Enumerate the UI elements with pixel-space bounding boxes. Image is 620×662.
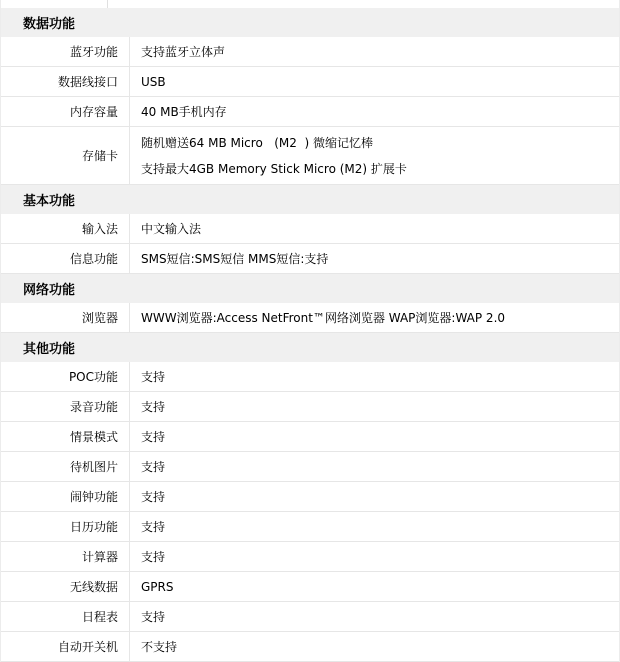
spec-label: 日程表 bbox=[1, 602, 130, 631]
spec-row-bluetooth bbox=[1, 37, 619, 67]
spec-value: 支持 bbox=[141, 370, 166, 384]
spec-row-auto-power bbox=[1, 632, 619, 662]
spec-row-recording bbox=[1, 392, 619, 422]
spec-value-line: 随机赠送64 MB Micro (M2 ) 微缩记忆棒 bbox=[141, 135, 374, 150]
spec-value-line: 支持最大4GB Memory Stick Micro (M2) 扩展卡 bbox=[141, 161, 407, 176]
top-partial-row bbox=[1, 0, 619, 8]
spec-row-browser bbox=[1, 303, 619, 333]
spec-row-data-cable bbox=[1, 67, 619, 97]
spec-row-alarm bbox=[1, 482, 619, 512]
spec-label: 存储卡 bbox=[1, 127, 130, 184]
spec-row-profiles bbox=[1, 422, 619, 452]
spec-label: 自动开关机 bbox=[1, 632, 130, 661]
spec-value: 中文输入法 bbox=[141, 222, 202, 236]
spec-value: SMS短信:SMS短信 MMS短信:支持 bbox=[141, 252, 329, 266]
spec-value: 支持 bbox=[141, 520, 166, 534]
spec-row-wireless-data bbox=[1, 572, 619, 602]
spec-label: 待机图片 bbox=[1, 452, 130, 481]
spec-value: 不支持 bbox=[141, 640, 178, 654]
spec-value: 支持 bbox=[141, 460, 166, 474]
spec-row-schedule bbox=[1, 602, 619, 632]
section-header-data-functions: 数据功能 bbox=[1, 8, 619, 37]
section-header-network-functions: 网络功能 bbox=[1, 274, 619, 303]
column-divider bbox=[107, 0, 108, 8]
spec-row-input-method bbox=[1, 214, 619, 244]
spec-value: 支持 bbox=[141, 400, 166, 414]
spec-value: 支持 bbox=[141, 610, 166, 624]
spec-label: 日历功能 bbox=[1, 512, 130, 541]
spec-label: 信息功能 bbox=[1, 244, 130, 273]
spec-row-calendar bbox=[1, 512, 619, 542]
spec-row-messaging bbox=[1, 244, 619, 274]
spec-value: WWW浏览器:Access NetFront™网络浏览器 WAP浏览器:WAP 2.0 bbox=[141, 311, 506, 325]
section-header-other-functions: 其他功能 bbox=[1, 333, 619, 362]
spec-label: 内存容量 bbox=[1, 97, 130, 126]
spec-label: 闹钟功能 bbox=[1, 482, 130, 511]
spec-label: 录音功能 bbox=[1, 392, 130, 421]
spec-row-standby-image bbox=[1, 452, 619, 482]
spec-value: 支持蓝牙立体声 bbox=[141, 45, 226, 59]
spec-label: 无线数据 bbox=[1, 572, 130, 601]
spec-row-memory bbox=[1, 97, 619, 127]
spec-label: POC功能 bbox=[1, 362, 130, 391]
spec-label: 输入法 bbox=[1, 214, 130, 243]
spec-value: 支持 bbox=[141, 490, 166, 504]
spec-row-storage-card bbox=[1, 127, 619, 185]
spec-value: 支持 bbox=[141, 430, 166, 444]
spec-value: GPRS bbox=[141, 579, 174, 594]
spec-row-calculator bbox=[1, 542, 619, 572]
spec-label: 蓝牙功能 bbox=[1, 37, 130, 66]
section-header-basic-functions: 基本功能 bbox=[1, 185, 619, 214]
spec-label: 情景模式 bbox=[1, 422, 130, 451]
spec-value: 支持 bbox=[141, 550, 166, 564]
spec-label: 计算器 bbox=[1, 542, 130, 571]
spec-row-poc bbox=[1, 362, 619, 392]
spec-label: 数据线接口 bbox=[1, 67, 130, 96]
spec-value: 40 MB手机内存 bbox=[141, 105, 227, 119]
spec-label: 浏览器 bbox=[1, 303, 130, 332]
spec-value: USB bbox=[141, 74, 166, 89]
spec-value bbox=[130, 127, 619, 184]
